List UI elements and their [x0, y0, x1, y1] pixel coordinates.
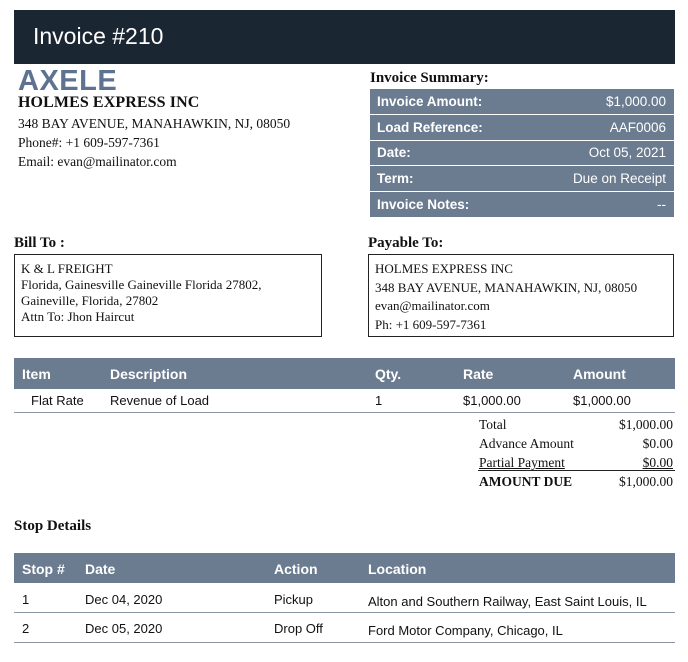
stop-location: Ford Motor Company, Chicago, IL	[368, 623, 563, 638]
summary-label: Invoice Notes:	[377, 197, 470, 213]
col-rate: Rate	[463, 366, 494, 382]
company-name: HOLMES EXPRESS INC	[18, 94, 200, 111]
summary-label: Date:	[377, 145, 411, 161]
company-email: Email: evan@mailinator.com	[18, 154, 177, 169]
stops-table-header	[14, 553, 675, 583]
stop-date: Dec 04, 2020	[85, 592, 163, 607]
stop-location: Alton and Southern Railway, East Saint Louis, IL	[368, 594, 647, 609]
items-table-header	[14, 358, 675, 389]
col-action: Action	[274, 561, 318, 577]
col-item: Item	[22, 366, 51, 382]
stop-details-title: Stop Details	[14, 518, 92, 534]
partial-label: Partial Payment	[479, 455, 565, 470]
item-amount: $1,000.00	[573, 393, 631, 408]
payable-to-label: Payable To:	[368, 235, 444, 251]
summary-row	[370, 141, 674, 167]
company-phone: Phone#: +1 609-597-7361	[18, 135, 160, 150]
bill-to-label: Bill To :	[14, 235, 65, 251]
bill-to-box	[14, 254, 322, 337]
stop-action: Pickup	[274, 592, 314, 607]
summary-row	[370, 192, 674, 218]
stop-number: 2	[22, 621, 30, 636]
summary-table	[370, 89, 674, 218]
col-description: Description	[110, 366, 188, 382]
amount-due-label: AMOUNT DUE	[479, 474, 573, 489]
summary-label: Load Reference:	[377, 119, 483, 135]
summary-label: Invoice Amount:	[377, 93, 483, 109]
total-value: $1,000.00	[619, 417, 673, 432]
company-address: 348 BAY AVENUE, MANAHAWKIN, NJ, 08050	[18, 116, 291, 131]
summary-value: $1,000.00	[605, 93, 666, 109]
bill-to-line: Gaineville, Florida, 27802	[21, 293, 159, 308]
invoice-title: Invoice #210	[33, 23, 164, 49]
summary-row	[370, 89, 674, 115]
logo-text: AXELE	[18, 65, 118, 93]
summary-value: AAF0006	[609, 119, 666, 135]
stops-divider	[14, 612, 675, 613]
item-rate: $1,000.00	[463, 393, 521, 408]
item-description: Revenue of Load	[110, 393, 210, 408]
col-stop: Stop #	[22, 561, 65, 577]
item-name: Flat Rate	[31, 393, 84, 408]
advance-value: $0.00	[642, 436, 673, 451]
invoice-header	[14, 10, 675, 64]
summary-value: Due on Receipt	[572, 171, 666, 187]
total-label: Total	[479, 417, 507, 432]
col-date: Date	[85, 561, 116, 577]
col-location: Location	[368, 561, 427, 577]
stops-divider	[14, 642, 675, 643]
summary-value: --	[657, 197, 666, 213]
summary-row	[370, 166, 674, 192]
summary-title: Invoice Summary:	[370, 70, 489, 86]
bill-to-line: K & L FREIGHT	[21, 261, 113, 276]
bill-to-line: Florida, Gainesville Gaineville Florida 27802,	[21, 277, 262, 292]
payable-to-line: evan@mailinator.com	[375, 298, 490, 313]
payable-to-line: Ph: +1 609-597-7361	[375, 316, 487, 332]
axele-logo	[18, 65, 138, 93]
bill-to-line: Attn To: Jhon Haircut	[21, 309, 135, 324]
stop-number: 1	[22, 592, 30, 607]
col-qty: Qty.	[375, 366, 402, 382]
advance-label: Advance Amount	[479, 436, 574, 451]
stop-action: Drop Off	[274, 621, 323, 636]
summary-row	[370, 115, 674, 141]
summary-value: Oct 05, 2021	[588, 145, 666, 161]
payable-to-box	[368, 254, 674, 337]
payable-to-line: 348 BAY AVENUE, MANAHAWKIN, NJ, 08050	[375, 279, 638, 295]
amount-due-value: $1,000.00	[619, 474, 673, 489]
partial-value: $0.00	[642, 455, 673, 470]
col-amount: Amount	[573, 366, 626, 382]
payable-to-line: HOLMES EXPRESS INC	[375, 261, 513, 276]
item-qty: 1	[375, 393, 383, 408]
stop-date: Dec 05, 2020	[85, 621, 163, 636]
totals-divider	[478, 470, 675, 471]
summary-label: Term:	[377, 171, 414, 187]
items-divider	[14, 412, 675, 413]
